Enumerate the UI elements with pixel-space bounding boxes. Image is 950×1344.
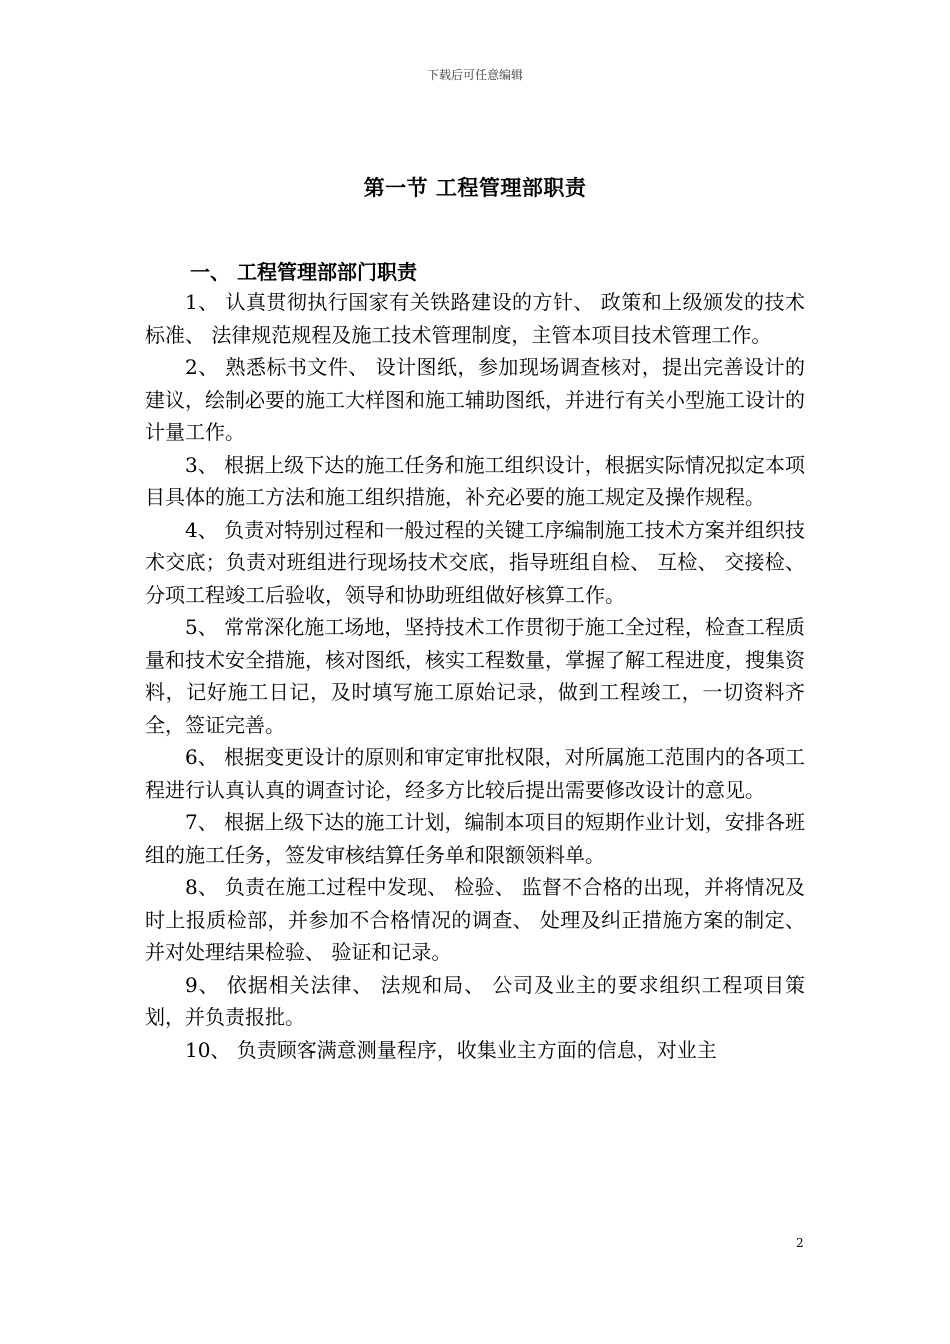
paragraph-8: 8、 负责在施工过程中发现、 检验、 监督不合格的出现，并将情况及时上报质检部，并参加不合格情况的调查、 处理及纠正措施方案的制定、 并对处理结果检验、 验证和记录。 (145, 875, 805, 964)
paragraph-10: 10、 负责顾客满意测量程序，收集业主方面的信息，对业主 (185, 1037, 717, 1062)
paragraph-2: 2、 熟悉标书文件、 设计图纸，参加现场调查核对，提出完善设计的建议，绘制必要的施工大样图和施工辅助图纸，并进行有关小型施工设计的计量工作。 (145, 355, 805, 444)
paragraph-9: 9、 依据相关法律、 法规和局、 公司及业主的要求组织工程项目策划，并负责报批。 (145, 972, 805, 1029)
paragraph-4: 4、 负责对特别过程和一般过程的关键工序编制施工技术方案并组织技术交底；负责对班组进行现场技术交底，指导班组自检、 互检、 交接检、 分项工程竣工后验收，领导和协助班组做好核算工作。 (145, 517, 805, 607)
section-title: 第一节 工程管理部职责 (363, 175, 587, 200)
page-number: 2 (796, 1236, 804, 1250)
paragraph-6: 6、 根据变更设计的原则和审定审批权限，对所属施工范围内的各项工程进行认真认真的调查讨论，经多方比较后提出需要修改设计的意见。 (145, 745, 805, 802)
paragraph-5: 5、 常常深化施工场地，坚持技术工作贯彻于施工全过程，检查工程质量和技术安全措施，核对图纸，核实工程数量，掌握了解工程进度，搜集资料，记好施工日记，及时填写施工原始记录，做到工程竣工，一切资料齐全，签证完善。 (145, 615, 805, 737)
paragraph-7: 7、 根据上级下达的施工计划，编制本项目的短期作业计划，安排各班组的施工任务，签发审核结算任务单和限额领料单。 (145, 810, 805, 867)
body-content (145, 286, 805, 1066)
subsection-heading: 一、 工程管理部部门职责 (190, 260, 417, 284)
paragraph-3: 3、 根据上级下达的施工任务和施工组织设计，根据实际情况拟定本项目具体的施工方法和施工组织措施，补充必要的施工规定及操作规程。 (145, 452, 805, 509)
page-header: 下载后可任意编辑 (426, 68, 523, 82)
paragraph-1: 1、 认真贯彻执行国家有关铁路建设的方针、 政策和上级颁发的技术标准、 法律规范规程及施工技术管理制度，主管本项目技术管理工作。 (145, 290, 805, 347)
